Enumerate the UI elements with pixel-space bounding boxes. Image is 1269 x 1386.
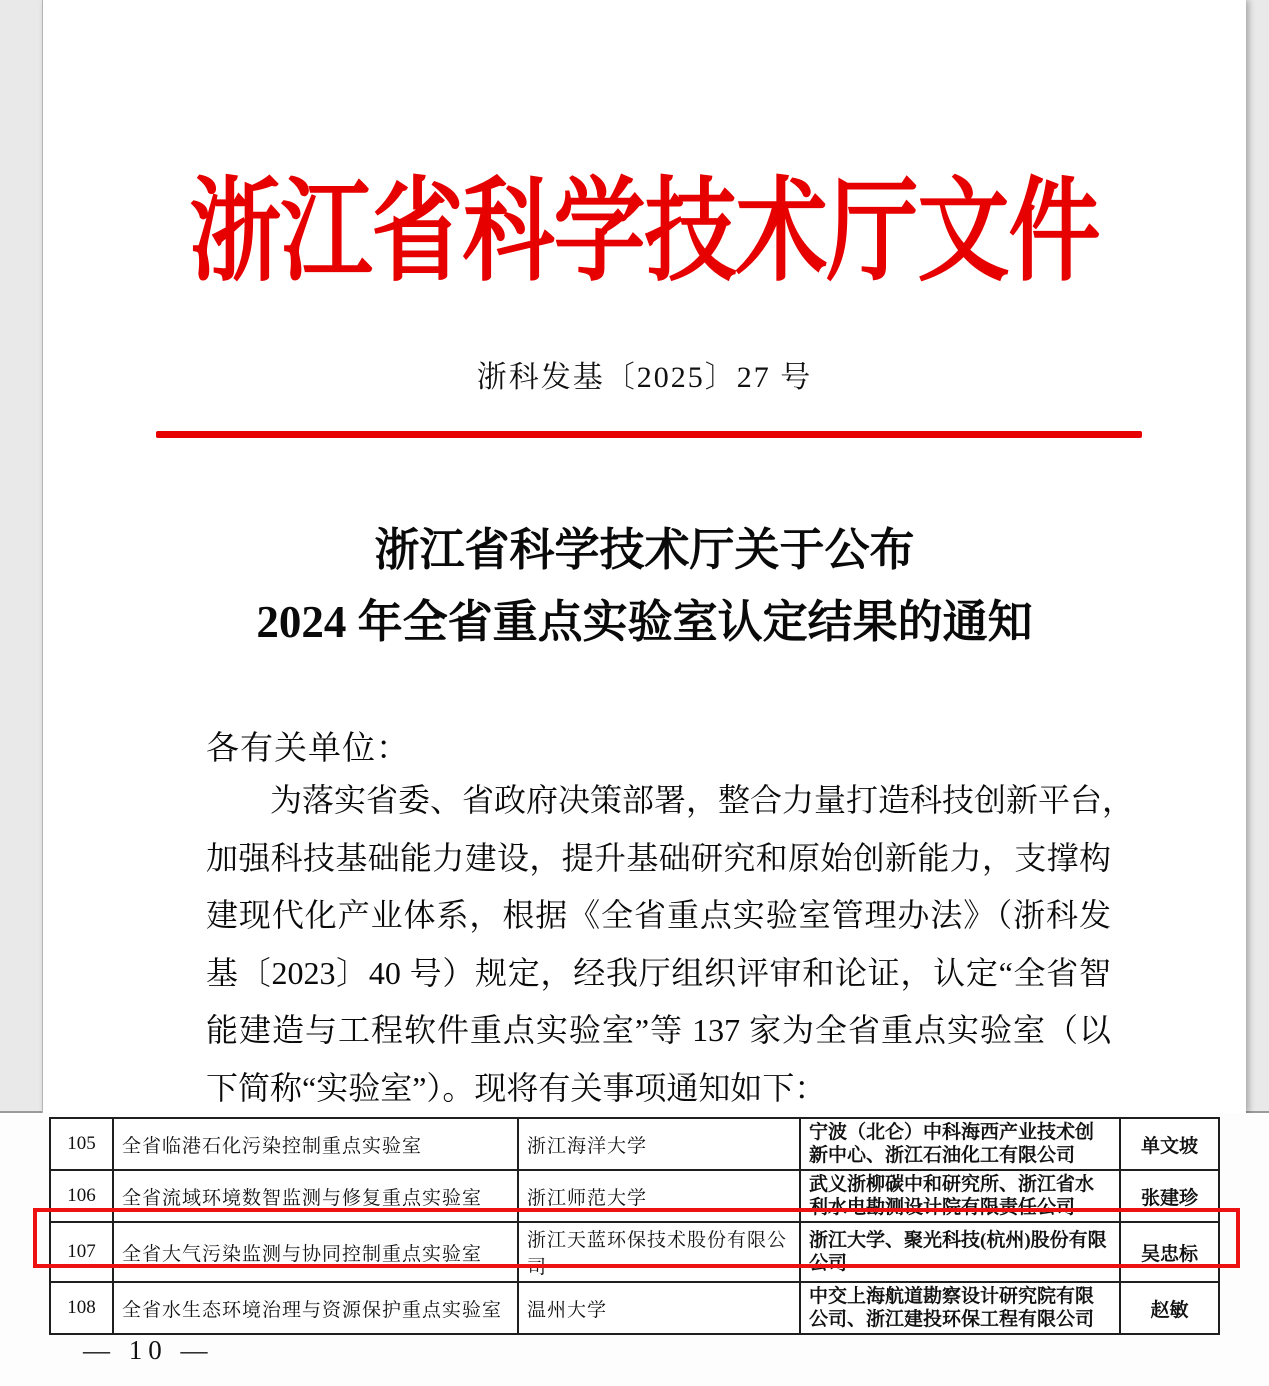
cell-lab-name: 全省大气污染监测与协同控制重点实验室 (113, 1222, 518, 1282)
body-line: 基〔2023〕40 号）规定，经我厅组织评审和论证，认定“全省智 (206, 954, 1111, 991)
document-paper (42, 0, 1246, 1113)
results-table-section (0, 1113, 1269, 1386)
cell-row-number: 108 (50, 1282, 113, 1334)
body-line: 下简称“实验室”）。现将有关事项通知如下： (206, 1069, 827, 1106)
lab-results-table (49, 1117, 1220, 1335)
cell-partner-units: 中交上海航道勘察设计研究院有限公司、浙江建投环保工程有限公司 (800, 1282, 1120, 1334)
table-row-107-highlighted (50, 1222, 1219, 1282)
cell-institution: 温州大学 (518, 1282, 800, 1334)
document-number: 浙科发基〔2025〕27 号 (476, 361, 813, 394)
page-number: — 10 — (83, 1335, 214, 1365)
table-row-105 (50, 1118, 1219, 1170)
salutation: 各有关单位： (206, 731, 410, 767)
body-paragraph (206, 772, 1135, 1117)
cell-partner-units: 浙江大学、聚光科技(杭州)股份有限公司 (800, 1222, 1120, 1282)
cell-lab-name: 全省临港石化污染控制重点实验室 (113, 1118, 518, 1170)
table-row-108 (50, 1282, 1219, 1334)
table-row-106 (50, 1170, 1219, 1222)
body-line: 建现代化产业体系，根据《全省重点实验室管理办法》（浙科发 (206, 897, 1111, 933)
cell-lab-name: 全省水生态环境治理与资源保护重点实验室 (113, 1282, 518, 1334)
cell-director: 单文坡 (1120, 1118, 1219, 1170)
body-line: 能建造与工程软件重点实验室”等 137 家为全省重点实验室（以 (206, 1012, 1111, 1048)
document-header-title: 浙江省科学技术厅文件 (189, 170, 1100, 295)
notice-title-line2: 2024 年全省重点实验室认定结果的通知 (256, 597, 1033, 647)
cell-institution: 浙江海洋大学 (518, 1118, 800, 1170)
cell-lab-name: 全省流域环境数智监测与修复重点实验室 (113, 1170, 518, 1222)
cell-director: 吴忠标 (1120, 1222, 1219, 1282)
cell-partner-units: 武义浙柳碳中和研究所、浙江省水利水电勘测设计院有限责任公司 (800, 1170, 1120, 1222)
cell-row-number: 107 (50, 1222, 113, 1282)
cell-row-number: 105 (50, 1118, 113, 1170)
notice-title-line1: 浙江省科学技术厅关于公布 (374, 525, 915, 575)
body-line: 加强科技基础能力建设，提升基础研究和原始创新能力，支撑构 (206, 839, 1111, 876)
red-divider-line (156, 431, 1142, 438)
cell-institution: 浙江师范大学 (518, 1170, 800, 1222)
cell-director: 张建珍 (1120, 1170, 1219, 1222)
body-line: 为落实省委、省政府决策部署，整合力量打造科技创新平台， (270, 782, 1135, 818)
notice-title (43, 514, 1246, 658)
cell-partner-units: 宁波（北仑）中科海西产业技术创新中心、浙江石油化工有限公司 (800, 1118, 1120, 1170)
cell-institution: 浙江天蓝环保技术股份有限公司 (518, 1222, 800, 1282)
cell-director: 赵敏 (1120, 1282, 1219, 1334)
cell-row-number: 106 (50, 1170, 113, 1222)
